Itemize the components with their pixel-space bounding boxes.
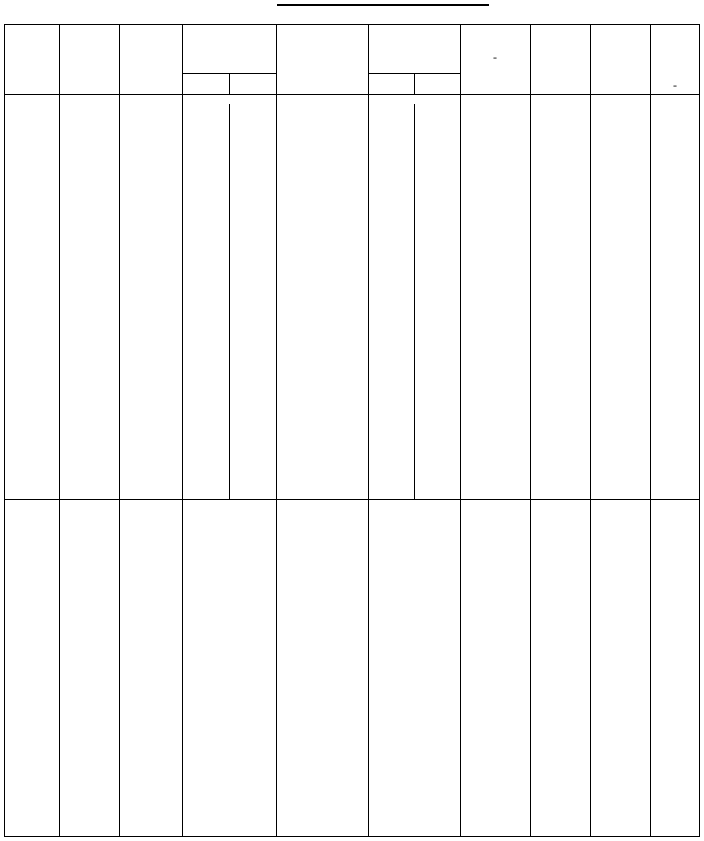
inner-rule-col4	[229, 104, 230, 499]
col-divider-6	[460, 24, 461, 837]
col-divider-5	[368, 24, 369, 837]
header-dash-mark-1: -	[493, 50, 497, 64]
data-table	[4, 24, 700, 837]
col-divider-3	[182, 24, 183, 837]
header-bottom-rule	[4, 94, 700, 95]
col-divider-7	[530, 24, 531, 837]
header-dash-mark-2: -	[673, 78, 677, 92]
col-divider-9	[650, 24, 651, 837]
col-divider-2	[119, 24, 120, 837]
body-row-separator	[4, 499, 700, 500]
header-subdivider-col4	[229, 73, 230, 94]
inner-rule-col6	[414, 104, 415, 499]
header-subdivider-col6	[414, 73, 415, 94]
title-rule	[277, 4, 489, 6]
col-divider-1	[59, 24, 60, 837]
col-divider-4	[276, 24, 277, 837]
col-divider-8	[590, 24, 591, 837]
